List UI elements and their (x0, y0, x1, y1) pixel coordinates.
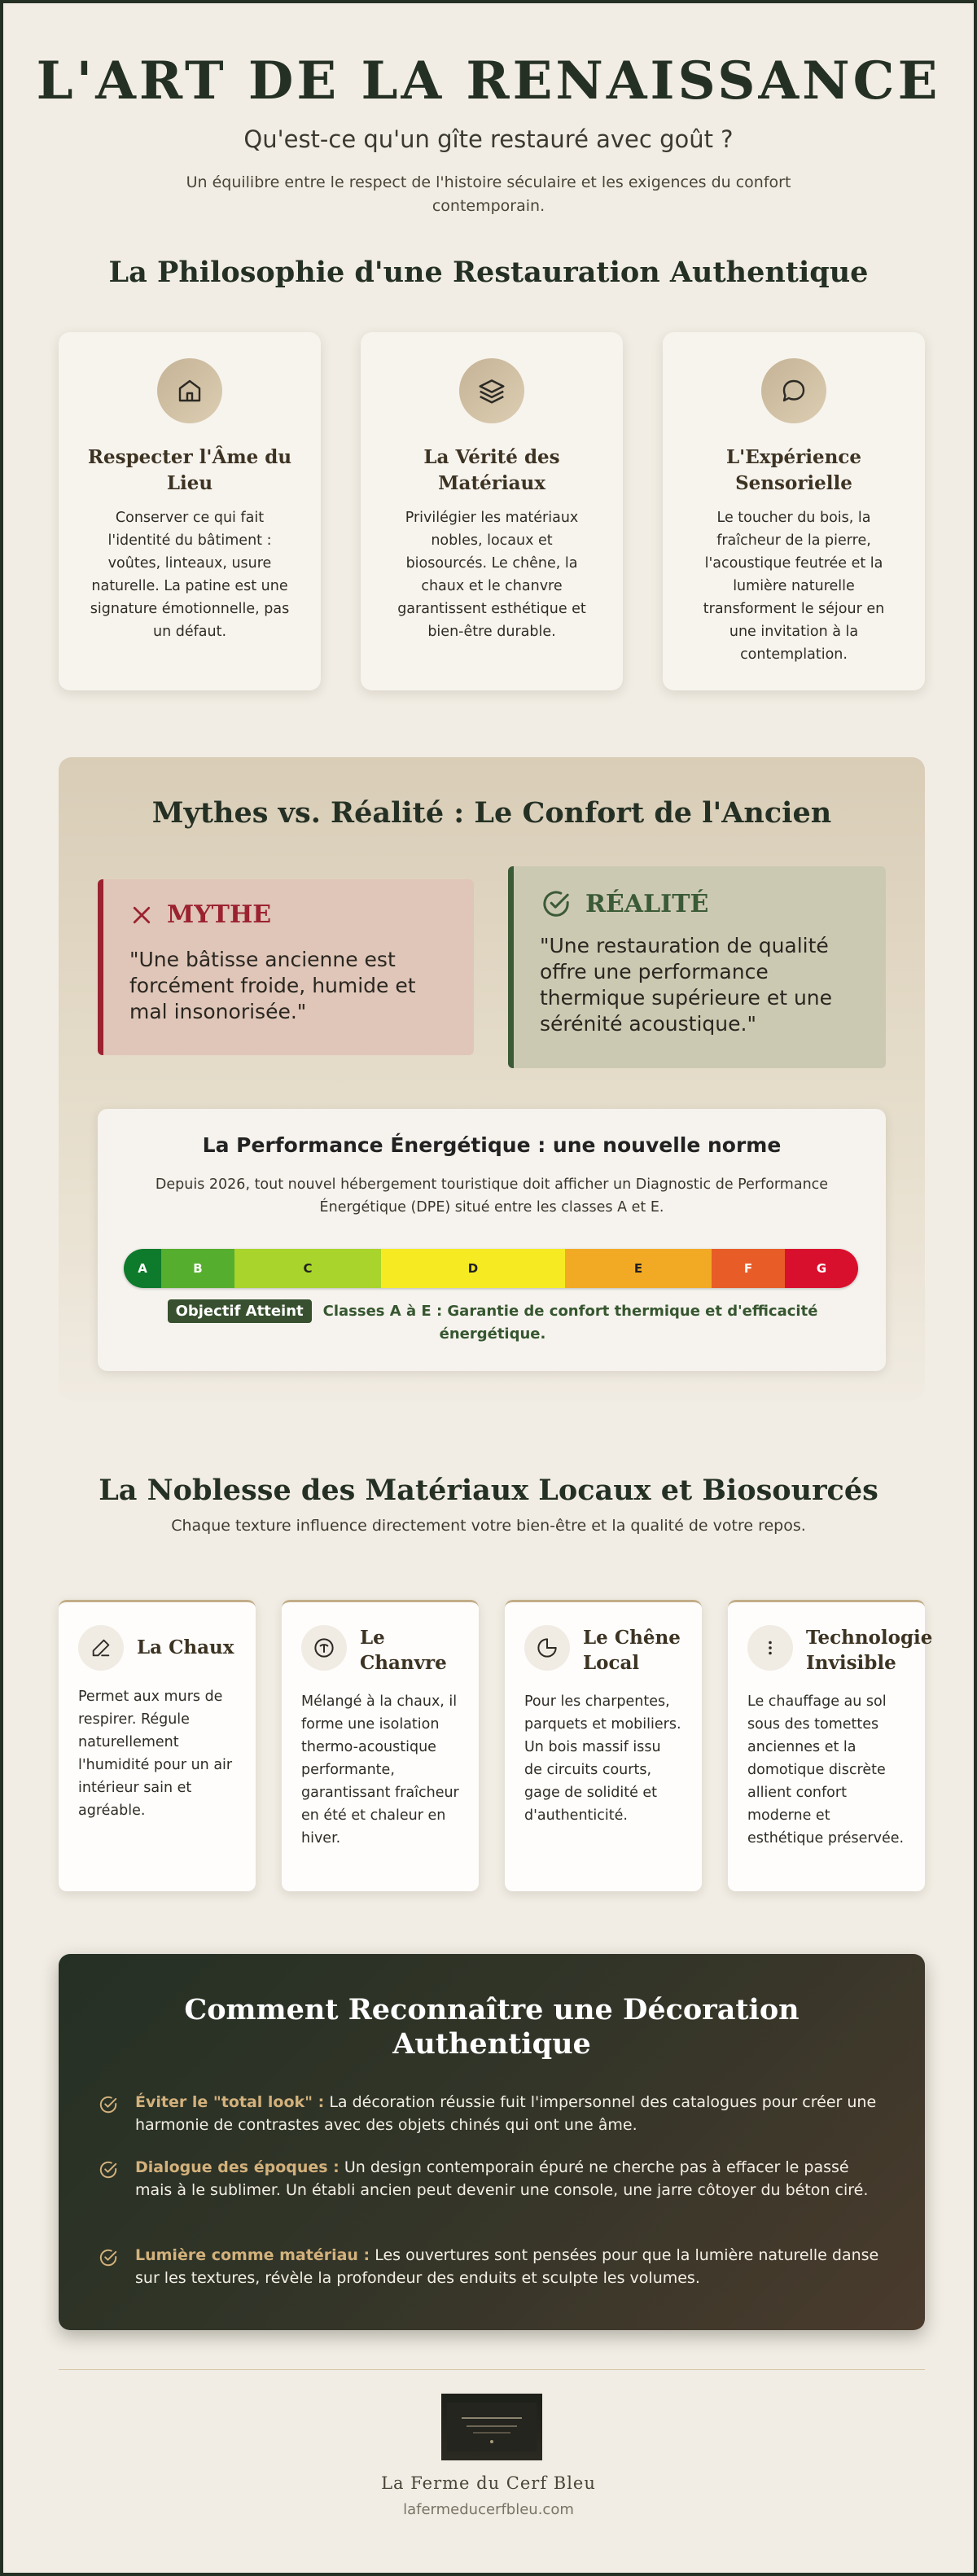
decor-title (59, 1993, 925, 2061)
speech-bubble-icon (761, 358, 826, 423)
dpe-card (98, 1109, 886, 1371)
oak-ring-icon (524, 1625, 570, 1671)
material-title-text: Le Chêne Local (583, 1627, 681, 1674)
objective-badge: Objectif Atteint (168, 1299, 312, 1323)
material-text: Pour les charpentes, parquets et mobiliers. Un bois massif issu de circuits courts, gage de solidité et d'authenticité. (524, 1693, 681, 1824)
dpe-class-g: G (785, 1249, 858, 1288)
home-icon (157, 358, 222, 423)
philosophy-title: La Philosophie d'une Restauration Authentique (108, 256, 869, 289)
dpe-legend (130, 1299, 855, 1345)
layers-icon (459, 358, 524, 423)
myths-title: Mythes vs. Réalité : Le Confort de l'Ancien (151, 796, 832, 830)
myths-panel (59, 757, 925, 1400)
tip-lead: Éviter le "total look" : (135, 2093, 325, 2111)
dpe-class-d: D (381, 1249, 565, 1288)
tip-body: Un design contemporain épuré ne cherche pas à effacer le passé mais à le sublimer. Un établi ancien peut devenir une console, une jarre côtoyer du béton ciré. (135, 2158, 869, 2199)
material-title (806, 1625, 933, 1676)
philosophy-card (361, 332, 623, 690)
decor-tip-text (135, 2091, 884, 2136)
material-card (728, 1600, 933, 1891)
material-text: Mélangé à la chaux, il forme une isolation thermo-acoustique performante, garantissant fraîcheur en été et chaleur en hiver. (301, 1693, 459, 1847)
materials-subtitle-text: Chaque texture influence directement votre bien-être et la qualité de votre repos. (171, 1517, 806, 1535)
check-circle-icon (98, 2094, 119, 2115)
myth-quote: "Une bâtisse ancienne est forcément froide, humide et mal insonorisée." (129, 948, 416, 1023)
dpe-title: La Performance Énergétique : une nouvelle norme (202, 1133, 782, 1157)
material-text: Permet aux murs de respirer. Régule naturellement l'humidité pour un air intérieur sain et agréable. (78, 1689, 233, 1819)
tip-lead: Dialogue des époques : (135, 2158, 340, 2176)
dpe-scale (124, 1249, 858, 1288)
decor-tip (98, 2244, 884, 2289)
materials-title: La Noblesse des Matériaux Locaux et Biosourcés (99, 1474, 878, 1507)
tip-body: La décoration réussie fuit l'impersonnel des catalogues pour créer une harmonie de contrastes avec des objets chinés qui ont une âme. (135, 2093, 877, 2134)
dpe-class-f: F (712, 1249, 785, 1288)
myth-label: MYTHE (167, 900, 272, 929)
philosophy-card (663, 332, 925, 690)
dpe-description: Depuis 2026, tout nouvel hébergement touristique doit afficher un Diagnostic de Performance Énergétique (DPE) situé entre les classes A et E. (155, 1176, 829, 1216)
material-card (59, 1600, 256, 1891)
decor-tip-text (135, 2244, 884, 2289)
card-text: Privilégier les matériaux nobles, locaux et biosourcés. Le chêne, la chaux et le chanvre garantissent esthétique et bien-être durable. (397, 510, 586, 640)
decor-tip (98, 2091, 884, 2136)
more-vertical-icon (747, 1625, 793, 1671)
dpe-legend-text: Classes A à E : Garantie de confort thermique et d'efficacité énergétique. (322, 1303, 818, 1343)
material-text: Le chauffage au sol sous des tomettes anciennes et la domotique discrète allient confort moderne et esthétique préservée. (747, 1693, 905, 1847)
material-card (282, 1600, 479, 1891)
dpe-class-e: E (565, 1249, 712, 1288)
materials-subtitle (3, 1514, 974, 1538)
myth-box (98, 879, 474, 1055)
material-title-text: Technologie Invisible (806, 1627, 933, 1674)
tip-lead: Lumière comme matériau : (135, 2246, 370, 2264)
card-text: Conserver ce qui fait l'identité du bâtiment : voûtes, linteaux, usure naturelle. La patine est une signature émotionnelle, pas un défaut. (90, 510, 290, 640)
footer-url[interactable]: lafermeducerfbleu.com (403, 2501, 574, 2518)
page-subtitle: Qu'est-ce qu'un gîte restauré avec goût ? (243, 125, 734, 153)
dpe-class-c: C (234, 1249, 381, 1288)
card-title: La Vérité des Matériaux (423, 446, 560, 494)
fiber-icon (301, 1625, 347, 1671)
philosophy-card (59, 332, 321, 690)
brand-logo (441, 2394, 542, 2460)
intro-text: Un équilibre entre le respect de l'histoire séculaire et les exigences du confort contemporain. (186, 173, 791, 215)
hero-header (3, 49, 974, 218)
reality-label: RÉALITÉ (585, 889, 709, 918)
close-icon (129, 903, 154, 927)
footer-name: La Ferme du Cerf Bleu (381, 2473, 596, 2493)
card-title: L'Expérience Sensorielle (725, 446, 862, 494)
decor-title-text: Comment Reconnaître une Décoration Authentique (184, 1993, 800, 2061)
material-title (583, 1625, 689, 1676)
footer-divider (59, 2369, 925, 2370)
decor-tip (98, 2156, 884, 2201)
card-text: Le toucher du bois, la fraîcheur de la pierre, l'acoustique feutrée et la lumière naturelle transforment le séjour en une invitation à la contemplation. (703, 510, 885, 663)
dpe-class-b: B (161, 1249, 234, 1288)
check-circle-icon (98, 2159, 119, 2180)
dpe-class-a: A (124, 1249, 161, 1288)
check-circle-icon (540, 887, 572, 920)
card-title: Respecter l'Âme du Lieu (87, 446, 292, 494)
reality-box (508, 866, 886, 1068)
pen-icon (78, 1625, 124, 1671)
page-title: L'ART DE LA RENAISSANCE (36, 50, 941, 112)
decor-panel (59, 1954, 925, 2330)
check-circle-icon (98, 2247, 119, 2268)
material-title: La Chaux (137, 1636, 234, 1658)
material-card (505, 1600, 702, 1891)
material-title (360, 1625, 458, 1676)
material-title-text: Le Chanvre (360, 1627, 447, 1674)
reality-quote: "Une restauration de qualité offre une performance thermique supérieure et une sérénité acoustique." (540, 934, 833, 1036)
decor-tip-text (135, 2156, 884, 2201)
tip-body: Les ouvertures sont pensées pour que la lumière naturelle danse sur les textures, révèle la profondeur des enduits et sculpte les volumes. (135, 2246, 879, 2287)
